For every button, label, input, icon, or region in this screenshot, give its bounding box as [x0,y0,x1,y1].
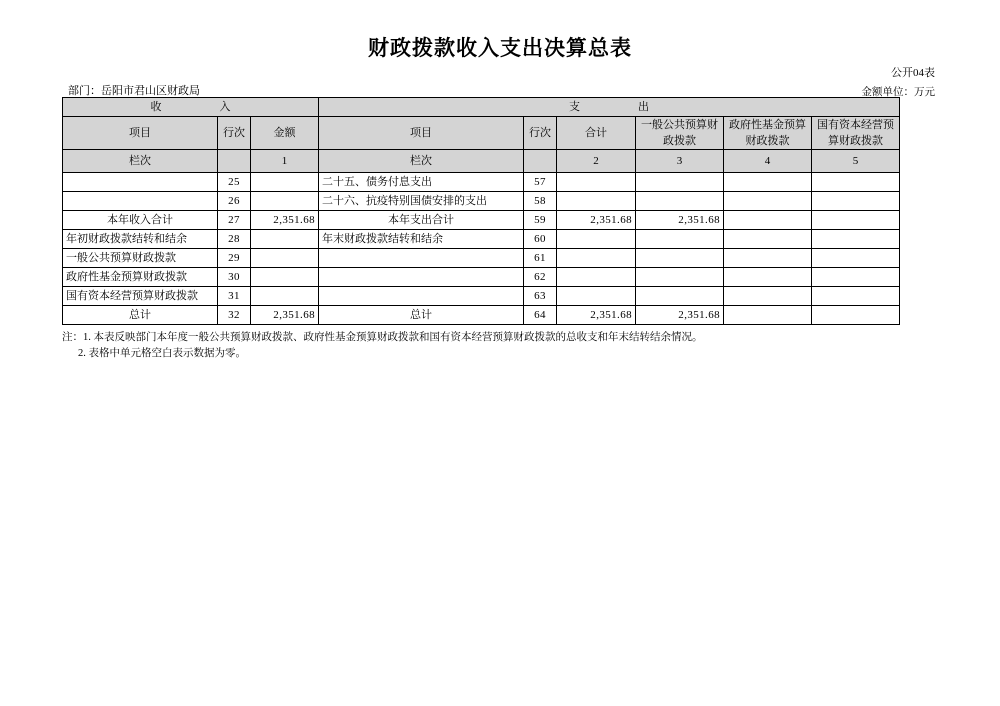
cell-income-lineno: 25 [218,173,251,192]
cell-income-item: 年初财政拨款结转和结余 [63,230,218,249]
cell-expense-general [636,192,724,211]
cell-income-lineno: 28 [218,230,251,249]
cell-expense-item: 二十六、抗疫特别国债安排的支出 [319,192,524,211]
cell-expense-item [319,249,524,268]
cell-income-item: 政府性基金预算财政拨款 [63,268,218,287]
cell-income-item [63,192,218,211]
cell-expense-item: 总计 [319,306,524,325]
cell-expense-lineno: 62 [524,268,557,287]
cell-income-lineno: 26 [218,192,251,211]
cell-expense-lineno: 59 [524,211,557,230]
cell-income-amount [251,192,319,211]
cell-expense-soe [812,268,900,287]
section-expense-header: 支 出 [319,98,900,117]
department-label: 部门： [68,85,101,97]
cell-income-lineno: 29 [218,249,251,268]
department-name: 岳阳市君山区财政局 [101,85,200,97]
cell-expense-general [636,287,724,306]
cell-expense-total [557,173,636,192]
cell-expense-soe [812,230,900,249]
header-expense-item: 项目 [319,117,524,150]
cell-expense-item: 二十五、债务付息支出 [319,173,524,192]
colnum-blank-1 [218,150,251,173]
header-income-lineno: 行次 [218,117,251,150]
table-row [63,287,900,306]
cell-expense-item: 年末财政拨款结转和结余 [319,230,524,249]
table-notes [62,330,703,362]
page-title: 财政拨款收入支出决算总表 [368,36,632,60]
cell-expense-total [557,268,636,287]
cell-income-item: 一般公共预算财政拨款 [63,249,218,268]
cell-expense-lineno: 60 [524,230,557,249]
cell-income-amount [251,230,319,249]
cell-expense-fund [724,249,812,268]
cell-expense-soe [812,249,900,268]
cell-expense-total [557,249,636,268]
cell-income-item: 总计 [63,306,218,325]
cell-expense-fund [724,211,812,230]
cell-income-amount: 2,351.68 [251,306,319,325]
header-expense-fund: 政府性基金预算财政拨款 [724,117,812,150]
cell-expense-total: 2,351.68 [557,306,636,325]
cell-expense-fund [724,230,812,249]
table-row-total [63,306,900,325]
cell-expense-general: 2,351.68 [636,306,724,325]
cell-income-item: 本年收入合计 [63,211,218,230]
cell-expense-item: 本年支出合计 [319,211,524,230]
table-row [63,211,900,230]
table-row [63,268,900,287]
cell-expense-fund [724,192,812,211]
colnum-2: 2 [557,150,636,173]
cell-income-amount [251,173,319,192]
colnum-1: 1 [251,150,319,173]
cell-expense-item [319,287,524,306]
cell-expense-fund [724,287,812,306]
cell-income-item: 国有资本经营预算财政拨款 [63,287,218,306]
section-income-header: 收 入 [63,98,319,117]
cell-expense-lineno: 57 [524,173,557,192]
cell-income-amount [251,287,319,306]
cell-income-item [63,173,218,192]
cell-expense-soe [812,306,900,325]
header-income-item: 项目 [63,117,218,150]
cell-expense-total [557,230,636,249]
table-row [63,249,900,268]
table-row [63,173,900,192]
cell-expense-soe [812,192,900,211]
cell-expense-fund [724,306,812,325]
cell-expense-item [319,268,524,287]
colnum-label-expense: 栏次 [319,150,524,173]
cell-income-lineno: 30 [218,268,251,287]
note-line-1: 注：1. 本表反映部门本年度一般公共预算财政拨款、政府性基金预算财政拨款和国有资本经营预算财政拨款的总收支和年末结转结余情况。 [62,332,703,343]
cell-expense-general: 2,351.68 [636,211,724,230]
table-colnum-row [63,150,900,173]
cell-expense-soe [812,173,900,192]
cell-income-amount [251,249,319,268]
table-section-header-row [63,98,900,117]
cell-expense-general [636,268,724,287]
amount-unit-label: 金额单位：万元 [861,87,935,98]
header-expense-total: 合计 [557,117,636,150]
header-expense-soe: 国有资本经营预算财政拨款 [812,117,900,150]
cell-expense-fund [724,268,812,287]
colnum-blank-2 [524,150,557,173]
cell-expense-soe [812,287,900,306]
colnum-4: 4 [724,150,812,173]
cell-expense-total [557,192,636,211]
cell-income-lineno: 27 [218,211,251,230]
budget-table [62,97,900,325]
table-column-header-row [63,117,900,150]
department-line [68,82,200,98]
header-income-amount: 金额 [251,117,319,150]
cell-expense-general [636,173,724,192]
cell-expense-lineno: 64 [524,306,557,325]
cell-expense-soe [812,211,900,230]
colnum-3: 3 [636,150,724,173]
header-expense-general: 一般公共预算财政拨款 [636,117,724,150]
note-line-2: 2. 表格中单元格空白表示数据为零。 [78,348,246,359]
cell-expense-general [636,230,724,249]
cell-expense-total: 2,351.68 [557,211,636,230]
cell-expense-general [636,249,724,268]
cell-expense-lineno: 63 [524,287,557,306]
cell-income-amount [251,268,319,287]
colnum-label-income: 栏次 [63,150,218,173]
cell-expense-total [557,287,636,306]
cell-expense-fund [724,173,812,192]
header-expense-lineno: 行次 [524,117,557,150]
table-row [63,230,900,249]
cell-expense-lineno: 61 [524,249,557,268]
cell-income-lineno: 31 [218,287,251,306]
colnum-5: 5 [812,150,900,173]
public-code-label: 公开04表 [891,67,935,79]
cell-income-lineno: 32 [218,306,251,325]
table-row [63,192,900,211]
cell-income-amount: 2,351.68 [251,211,319,230]
cell-expense-lineno: 58 [524,192,557,211]
